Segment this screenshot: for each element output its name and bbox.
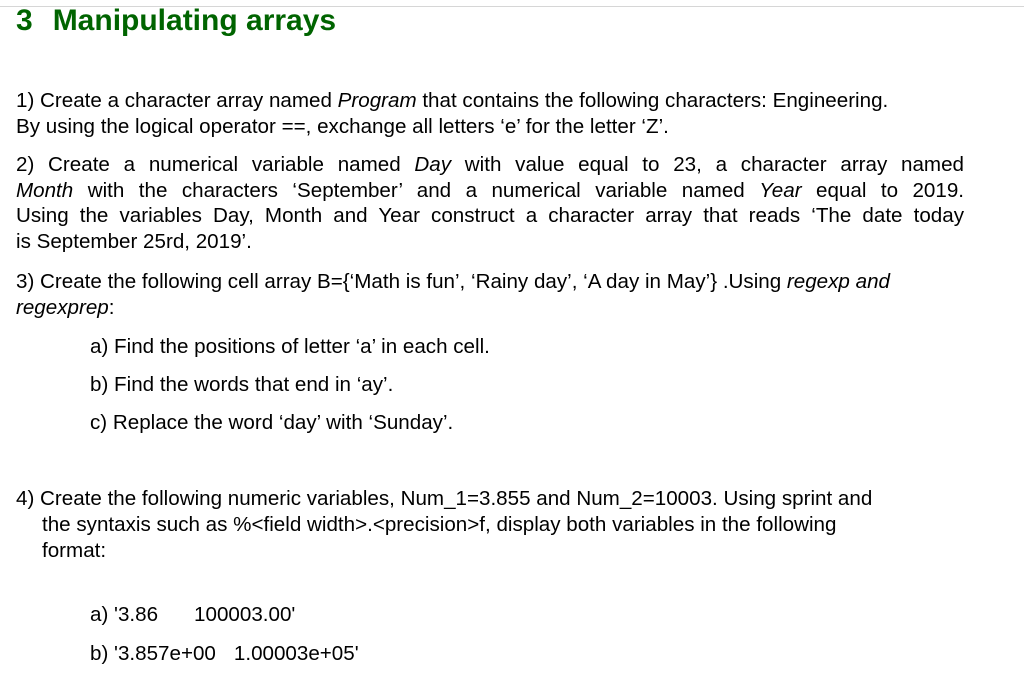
function-regexprep: regexprep bbox=[16, 295, 109, 319]
task-2-text: 2) Create a numerical variable named bbox=[16, 153, 415, 176]
task-2-text: with value equal to 23, a character array named bbox=[451, 153, 964, 176]
task-3-item-a: a) Find the positions of letter ‘a’ in each cell. bbox=[90, 335, 490, 358]
format-a-first: a) '3.86 bbox=[90, 603, 159, 626]
task-4-line-2: the syntaxis such as %<field width>.<precision>f, display both variables in the following bbox=[42, 513, 837, 536]
task-2-line-2 bbox=[16, 178, 964, 204]
section-number: 3 bbox=[16, 4, 33, 37]
task-1-text: that contains the following characters: Engineering. bbox=[416, 89, 889, 112]
variable-day: Day bbox=[414, 153, 452, 176]
task-3-item-c: c) Replace the word ‘day’ with ‘Sunday’. bbox=[90, 411, 454, 434]
task-3-line-2 bbox=[16, 295, 964, 321]
format-b-first: b) '3.857e+00 bbox=[90, 642, 216, 665]
task-2-line-3: Using the variables Day, Month and Year construct a character array that reads ‘The date today bbox=[16, 204, 964, 227]
task-1-line-2: By using the logical operator ==, exchange all letters ‘e’ for the letter ‘Z’. bbox=[16, 114, 669, 138]
task-1 bbox=[16, 88, 964, 139]
section-heading bbox=[16, 4, 336, 38]
task-2-text: with the characters ‘September’ and a numerical variable named bbox=[73, 178, 760, 202]
variable-month: Month bbox=[16, 178, 74, 202]
task-3-text: : bbox=[108, 295, 115, 319]
task-2 bbox=[16, 152, 964, 254]
format-b-second: 1.00003e+05' bbox=[233, 642, 359, 665]
task-4-line-3: format: bbox=[42, 539, 107, 562]
function-regexp: regexp and bbox=[786, 270, 890, 293]
task-2-text: equal to 2019. bbox=[801, 178, 965, 202]
format-a-second: 100003.00' bbox=[194, 603, 296, 626]
task-4-format-b bbox=[90, 642, 359, 666]
task-2-line-1 bbox=[16, 152, 964, 178]
task-3-item-b: b) Find the words that end in ‘ay’. bbox=[90, 373, 394, 396]
variable-program: Program bbox=[337, 89, 417, 112]
task-1-text: 1) Create a character array named bbox=[16, 89, 338, 112]
task-2-line-4: is September 25rd, 2019’. bbox=[16, 229, 252, 253]
task-3-text: 3) Create the following cell array B={‘Math is fun’, ‘Rainy day’, ‘A day in May’} .Using bbox=[16, 270, 787, 293]
task-4-line-1: 4) Create the following numeric variables, Num_1=3.855 and Num_2=10003. Using sprint and bbox=[16, 487, 873, 510]
task-3-line-1 bbox=[16, 269, 964, 295]
variable-year: Year bbox=[759, 178, 802, 202]
task-4 bbox=[16, 486, 872, 564]
task-4-format-a bbox=[90, 603, 295, 627]
task-3 bbox=[16, 269, 964, 320]
section-title: Manipulating arrays bbox=[52, 4, 337, 37]
task-1-line-1 bbox=[16, 88, 964, 114]
